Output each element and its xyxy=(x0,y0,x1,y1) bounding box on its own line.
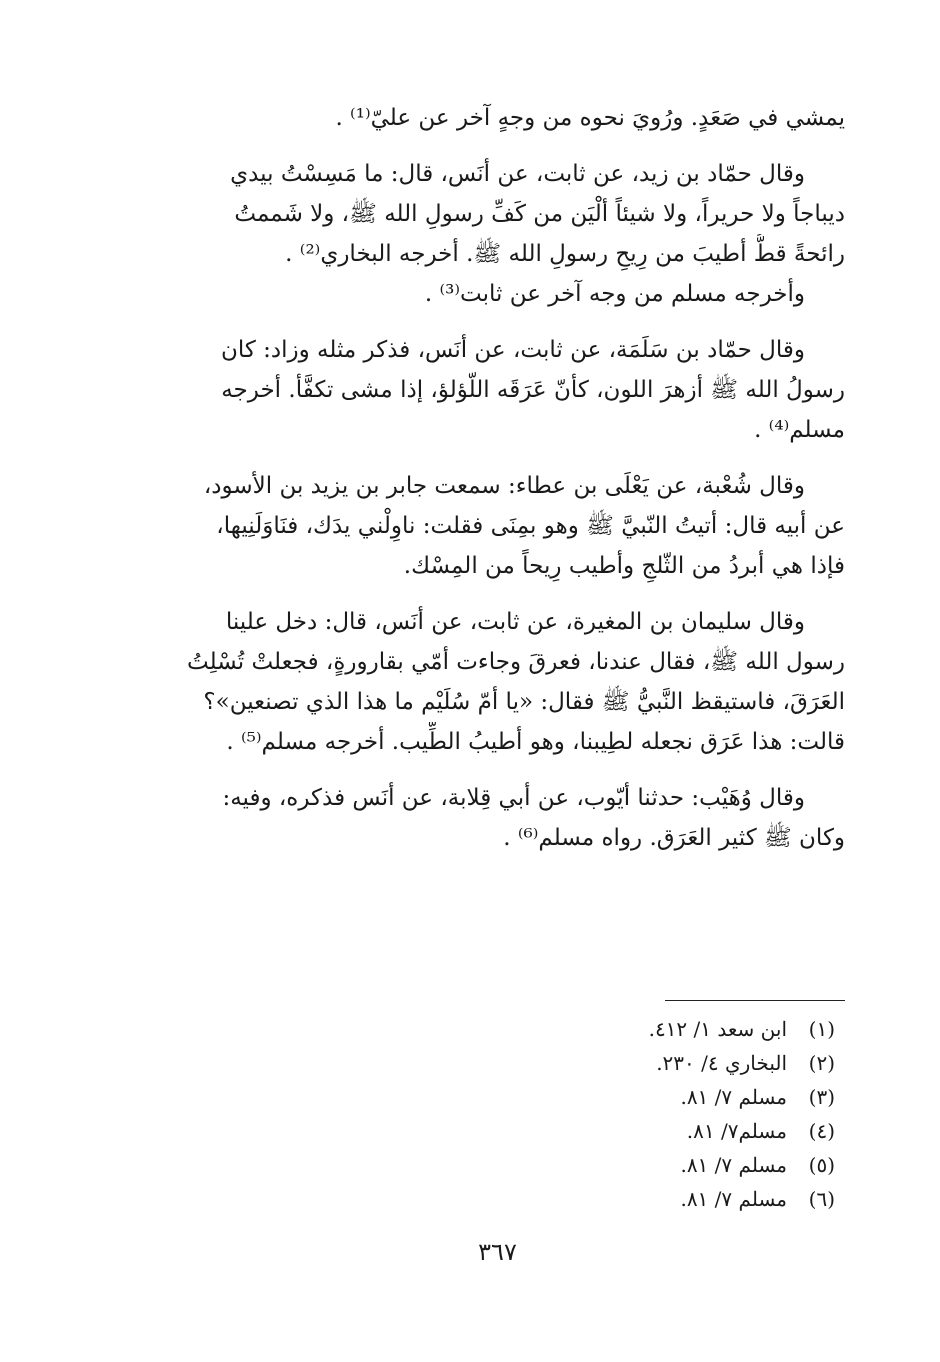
footnotes-list xyxy=(150,1012,835,1216)
paragraph xyxy=(150,330,845,450)
footnote-number: (١) xyxy=(808,1017,835,1041)
text-line: يمشي في صَعَدٍ. ورُويَ نحوه من وجهٍ آخر عن عليّ⁽¹⁾ . xyxy=(335,105,845,131)
text-line: وقال سليمان بن المغيرة، عن ثابت، عن أنَس، قال: دخل علينا xyxy=(225,609,805,635)
footnote-text: مسلم ٧/ ٨١. xyxy=(680,1085,787,1109)
footnote-text: مسلم٧/ ٨١. xyxy=(686,1119,787,1143)
footnote-text: ابن سعد ١/ ٤١٢. xyxy=(648,1017,787,1041)
footnote-number: (٥) xyxy=(808,1153,835,1177)
footnote-number: (٦) xyxy=(808,1187,835,1211)
footnote xyxy=(150,1148,835,1182)
text-line: مسلم⁽⁴⁾ . xyxy=(754,417,845,443)
paragraph xyxy=(150,98,845,138)
footnote xyxy=(150,1046,835,1080)
main-text xyxy=(150,98,845,874)
footnote xyxy=(150,1182,835,1216)
paragraph xyxy=(150,778,845,858)
footnote-text: مسلم ٧/ ٨١. xyxy=(680,1153,787,1177)
text-line: وقال شُعْبة، عن يَعْلَى بن عطاء: سمعت جابر بن يزيد بن الأسود، xyxy=(203,473,805,499)
footnote-number: (٢) xyxy=(808,1051,835,1075)
footnote-text: البخاري ٤/ ٢٣٠. xyxy=(656,1051,787,1075)
footnote-number: (٤) xyxy=(808,1119,835,1143)
text-line: عن أبيه قال: أتيتُ النّبيَّ ﷺ وهو بمِنَى فقلت: ناوِلْني يدَك، فنَاوَلَنِيها، xyxy=(216,513,845,539)
paragraph xyxy=(150,154,845,314)
footnote-number: (٣) xyxy=(808,1085,835,1109)
text-line: رائحةً قطُّ أطيبَ من رِيحِ رسولِ الله ﷺ. أخرجه البخاري⁽²⁾ . xyxy=(285,241,845,267)
text-line: وأخرجه مسلم من وجه آخر عن ثابت⁽³⁾ . xyxy=(424,281,805,307)
footnote xyxy=(150,1114,835,1148)
text-line: ديباجاً ولا حريراً، ولا شيئاً ألْيَن من كَفِّ رسولِ الله ﷺ، ولا شَممتُ xyxy=(234,201,845,227)
text-line: وقال وُهَيْب: حدثنا أيّوب، عن أبي قِلابة، عن أنَس فذكره، وفيه: xyxy=(222,785,805,811)
text-line: رسول الله ﷺ، فقال عندنا، فعرقَ وجاءت أمّي بقارورةٍ، فجعلتْ تُسْلِتُ xyxy=(187,649,845,675)
text-line: وقال حمّاد بن زيد، عن ثابت، عن أنَس، قال: ما مَسِسْتُ بيدي xyxy=(230,161,805,187)
footnote xyxy=(150,1080,835,1114)
page-number: ٣٦٧ xyxy=(478,1238,517,1266)
text-line: رسولُ الله ﷺ أزهرَ اللون، كأنّ عَرَقَه اللّؤلؤ، إذا مشى تكفَّأ. أخرجه xyxy=(221,377,845,403)
paragraph xyxy=(150,466,845,586)
footnote-separator xyxy=(665,1000,845,1001)
footnote xyxy=(150,1012,835,1046)
paragraph xyxy=(150,602,845,762)
footnote-text: مسلم ٧/ ٨١. xyxy=(680,1187,787,1211)
text-line: وقال حمّاد بن سَلَمَة، عن ثابت، عن أنَس، فذكر مثله وزاد: كان xyxy=(220,337,805,363)
text-line: فإذا هي أبردُ من الثّلجِ وأطيب رِيحاً من المِسْك. xyxy=(403,553,845,579)
text-line: وكان ﷺ كثير العَرَق. رواه مسلم⁽⁶⁾ . xyxy=(503,825,845,851)
book-page xyxy=(150,0,845,1362)
text-line: العَرَقَ، فاستيقظ النَّبيُّ ﷺ فقال: «يا أمّ سُلَيْم ما هذا الذي تصنعين»؟ xyxy=(203,689,845,715)
text-line: قالت: هذا عَرَق نجعله لطِيبنا، وهو أطيبُ الطِّيب. أخرجه مسلم⁽⁵⁾ . xyxy=(226,729,845,755)
